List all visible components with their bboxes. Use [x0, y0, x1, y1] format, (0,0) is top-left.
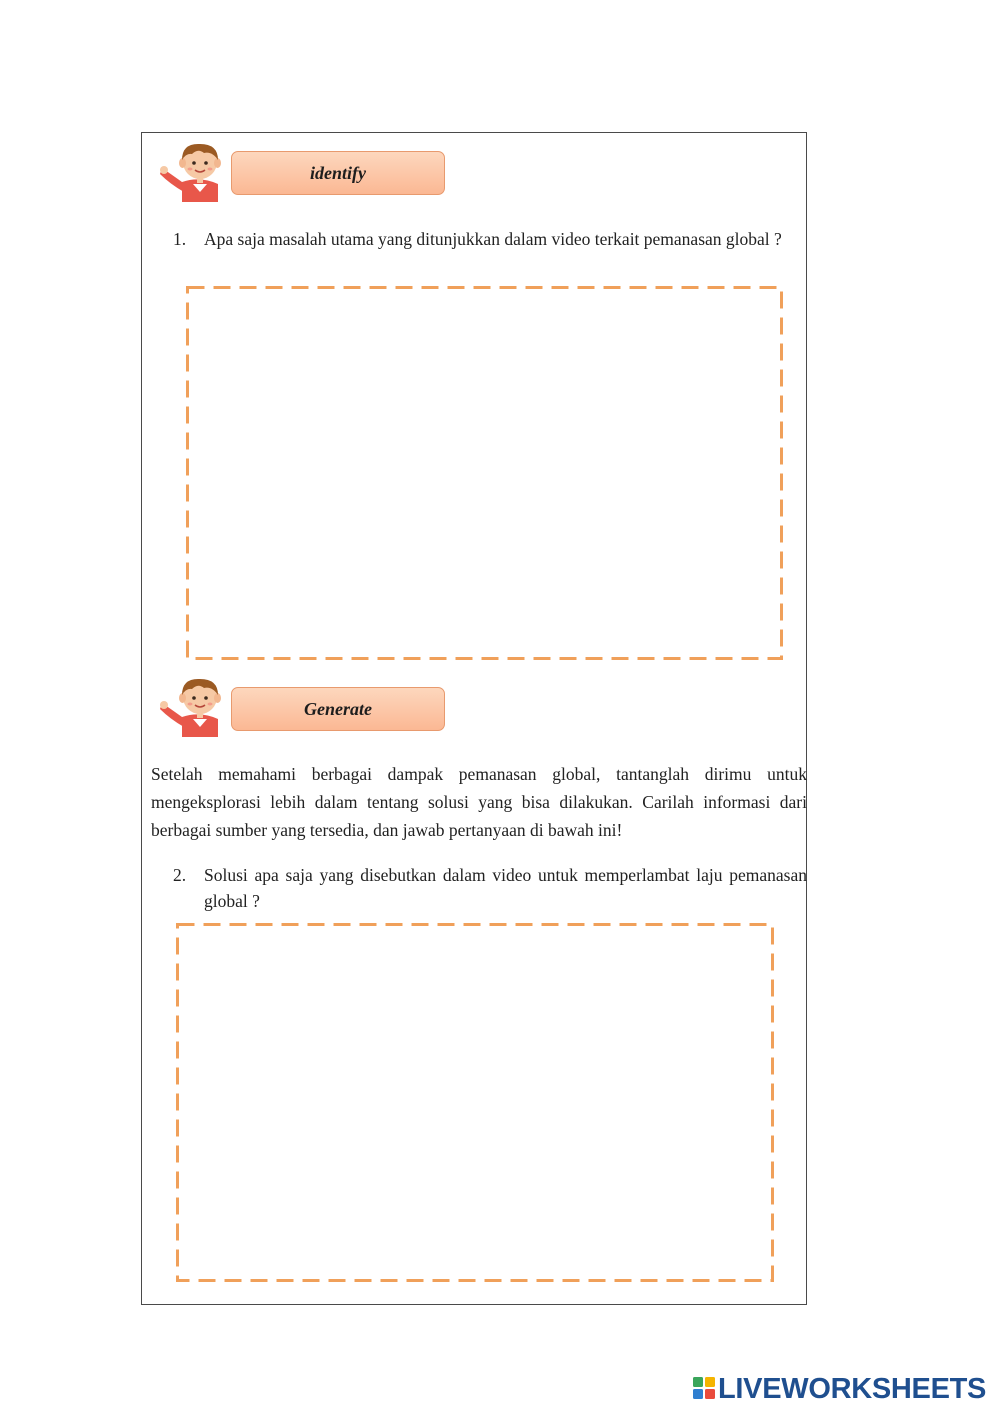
question-number: 1.: [173, 229, 187, 249]
liveworksheets-logo: [693, 1372, 986, 1406]
intro-paragraph: Setelah memahami berbagai dampak pemanasan global, tantanglah dirimu untuk mengeksplorasi lebih dalam tentang solusi yang bisa dilakukan. Carilah informasi dari berbagai sumber yang tersedia, dan jawab pertanyaan di bawah ini!: [151, 764, 807, 840]
answer-box-2[interactable]: [176, 923, 774, 1282]
waving-boy-icon: [160, 677, 224, 741]
logo-grid-icon: [693, 1377, 715, 1401]
logo-text: LIVEWORKSHEETS: [718, 1372, 987, 1405]
section-label-identify: identify: [231, 151, 445, 195]
question-2: [173, 862, 807, 914]
section-label-generate: Generate: [231, 687, 445, 731]
answer-box-1[interactable]: [186, 286, 783, 660]
question-text: Solusi apa saja yang disebutkan dalam video untuk memperlambat laju pemanasan global ?: [204, 865, 807, 911]
question-1: [173, 226, 797, 252]
question-number: 2.: [173, 865, 187, 885]
question-text: Apa saja masalah utama yang ditunjukkan dalam video terkait pemanasan global ?: [204, 229, 782, 249]
waving-boy-icon: [160, 142, 224, 206]
